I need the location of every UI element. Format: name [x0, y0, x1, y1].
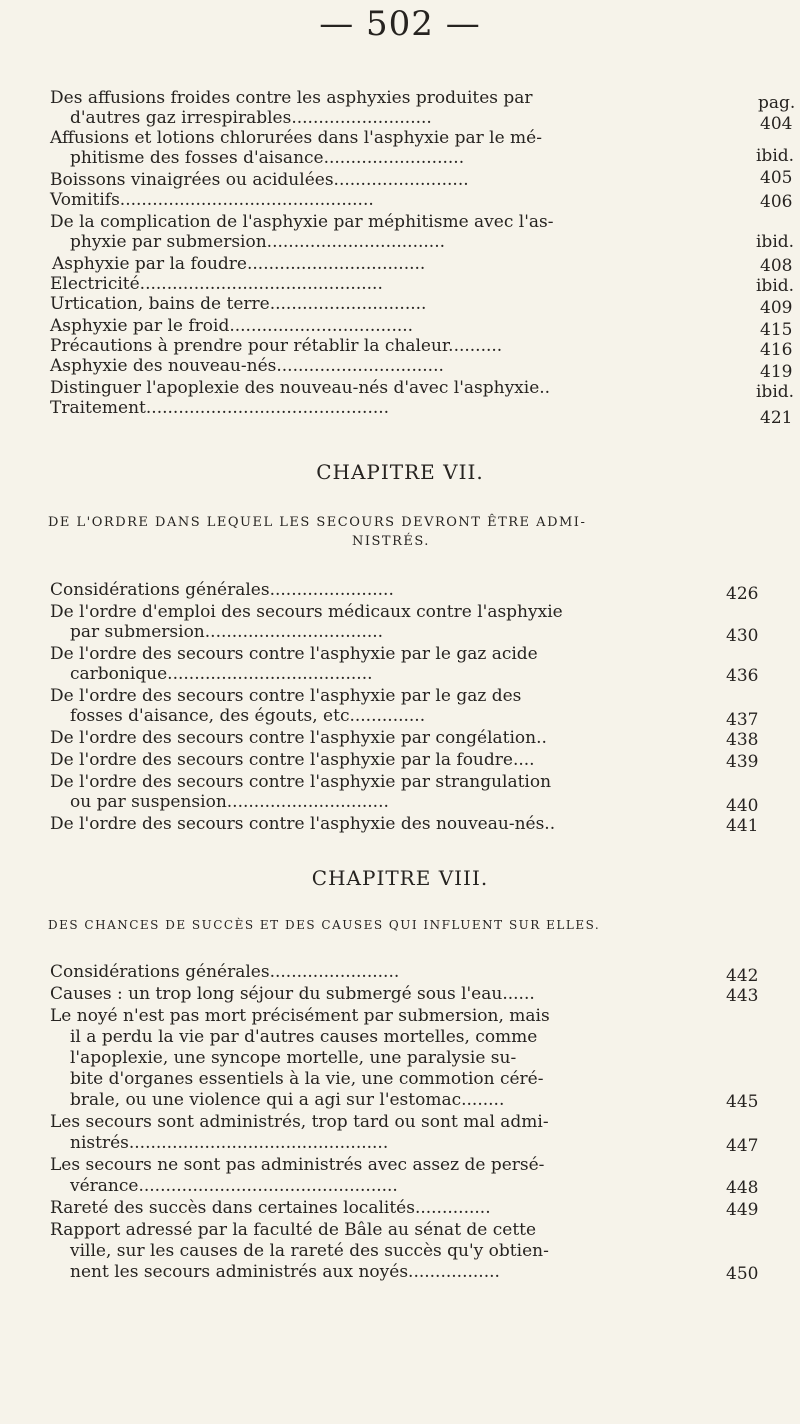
toc-page: 447	[726, 1136, 759, 1156]
toc-page: 408	[760, 256, 793, 276]
toc-entry-cont: brale, ou une violence qui a agi sur l'estomac........	[70, 1090, 505, 1110]
toc-entry-cont: par submersion.................................	[70, 622, 384, 642]
toc-entry: De l'ordre des secours contre l'asphyxie des nouveau-nés..	[50, 814, 556, 834]
toc-entry: Des affusions froides contre les asphyxies produites par	[50, 88, 533, 108]
toc-entry-cont: ou par suspension..............................	[70, 792, 389, 812]
toc-page: 445	[726, 1092, 759, 1112]
toc-page: 449	[726, 1200, 759, 1220]
toc-entry: Vomitifs...............................................	[50, 190, 374, 210]
toc-entry: Rapport adressé par la faculté de Bâle au sénat de cette	[50, 1220, 537, 1240]
chapter-title: CHAPITRE VIII.	[311, 866, 489, 890]
toc-entry: De l'ordre des secours contre l'asphyxie par strangulation	[50, 772, 552, 792]
toc-page: 438	[726, 730, 759, 750]
toc-entry-cont: d'autres gaz irrespirables..........................	[70, 108, 432, 128]
toc-entry: Asphyxie par la foudre.................................	[52, 254, 426, 274]
toc-entry: Boissons vinaigrées ou acidulées.........................	[50, 170, 469, 190]
toc-entry: Urtication, bains de terre.............................	[50, 294, 427, 314]
chapter-subtitle-cont: NISTRÉS.	[352, 534, 430, 549]
toc-page: 436	[726, 666, 759, 686]
toc-page: 437	[726, 710, 759, 730]
toc-entry-cont: ville, sur les causes de la rareté des succès qu'y obtien-	[70, 1241, 549, 1261]
toc-entry-cont: il a perdu la vie par d'autres causes mortelles, comme	[70, 1027, 538, 1047]
toc-page: 421	[760, 408, 793, 428]
toc-entry: Traitement.............................................	[50, 398, 390, 418]
toc-page: 443	[726, 986, 759, 1006]
toc-page: 415	[760, 320, 793, 340]
toc-entry: Considérations générales........................	[50, 962, 400, 982]
toc-entry: Les secours ne sont pas administrés avec assez de persé-	[50, 1155, 545, 1175]
toc-entry: Les secours sont administrés, trop tard ou sont mal admi-	[50, 1112, 549, 1132]
toc-entry: Affusions et lotions chlorurées dans l'asphyxie par le mé-	[50, 128, 542, 148]
toc-entry: Causes : un trop long séjour du submergé sous l'eau......	[50, 984, 535, 1004]
toc-page: 442	[726, 966, 759, 986]
toc-entry-cont: bite d'organes essentiels à la vie, une commotion céré-	[70, 1069, 544, 1089]
toc-page: 441	[726, 816, 759, 836]
toc-page: 404	[760, 114, 793, 134]
toc-entry: Le noyé n'est pas mort précisément par submersion, mais	[50, 1006, 550, 1026]
toc-page: 419	[760, 362, 793, 382]
toc-page: 450	[726, 1264, 759, 1284]
toc-entry: De l'ordre des secours contre l'asphyxie par le gaz acide	[50, 644, 538, 664]
toc-entry-cont: carbonique......................................	[70, 664, 373, 684]
toc-entry: Rareté des succès dans certaines localités..............	[50, 1198, 491, 1218]
chapter-subtitle: DES CHANCES DE SUCCÈS ET DES CAUSES QUI INFLUENT SUR ELLES.	[48, 918, 601, 932]
toc-page: ibid.	[756, 382, 795, 402]
toc-entry-cont: phitisme des fosses d'aisance..........................	[70, 148, 465, 168]
chapter-subtitle: DE L'ORDRE DANS LEQUEL LES SECOURS DEVRONT ÊTRE ADMI-	[48, 515, 587, 530]
toc-page: 405	[760, 168, 793, 188]
toc-page: 448	[726, 1178, 759, 1198]
toc-entry: Asphyxie des nouveau-nés...............................	[50, 356, 444, 376]
toc-entry: De la complication de l'asphyxie par méphitisme avec l'as-	[50, 212, 554, 232]
chapter-title: CHAPITRE VII.	[316, 460, 484, 484]
toc-entry: Considérations générales.......................	[50, 580, 394, 600]
toc-entry-cont: phyxie par submersion.................................	[70, 232, 446, 252]
toc-page: 409	[760, 298, 793, 318]
toc-page: pag.	[758, 93, 796, 113]
toc-entry: De l'ordre des secours contre l'asphyxie par congélation..	[50, 728, 547, 748]
toc-entry-cont: nent les secours administrés aux noyés.................	[70, 1262, 500, 1282]
toc-entry: De l'ordre d'emploi des secours médicaux contre l'asphyxie	[50, 602, 563, 622]
toc-page: 406	[760, 192, 793, 212]
toc-entry-cont: vérance................................................	[70, 1176, 398, 1196]
toc-entry: Asphyxie par le froid..................................	[50, 316, 414, 336]
toc-page: ibid.	[756, 232, 795, 252]
page-number: — 502 —	[319, 4, 481, 44]
toc-entry-cont: fosses d'aisance, des égouts, etc..............	[70, 706, 426, 726]
toc-entry-cont: nistrés................................................	[70, 1133, 389, 1153]
toc-page: 426	[726, 584, 759, 604]
toc-entry: De l'ordre des secours contre l'asphyxie par le gaz des	[50, 686, 522, 706]
toc-entry-cont: l'apoplexie, une syncope mortelle, une paralysie su-	[70, 1048, 517, 1068]
toc-entry: Précautions à prendre pour rétablir la chaleur..........	[50, 336, 503, 356]
toc-page: 430	[726, 626, 759, 646]
toc-entry: Distinguer l'apoplexie des nouveau-nés d'avec l'asphyxie..	[50, 378, 551, 398]
toc-page: ibid.	[756, 146, 795, 166]
toc-page: 440	[726, 796, 759, 816]
toc-page: 439	[726, 752, 759, 772]
toc-page: ibid.	[756, 276, 795, 296]
toc-page: 416	[760, 340, 793, 360]
toc-entry: De l'ordre des secours contre l'asphyxie par la foudre....	[50, 750, 535, 770]
toc-entry: Electricité.............................................	[50, 274, 383, 294]
